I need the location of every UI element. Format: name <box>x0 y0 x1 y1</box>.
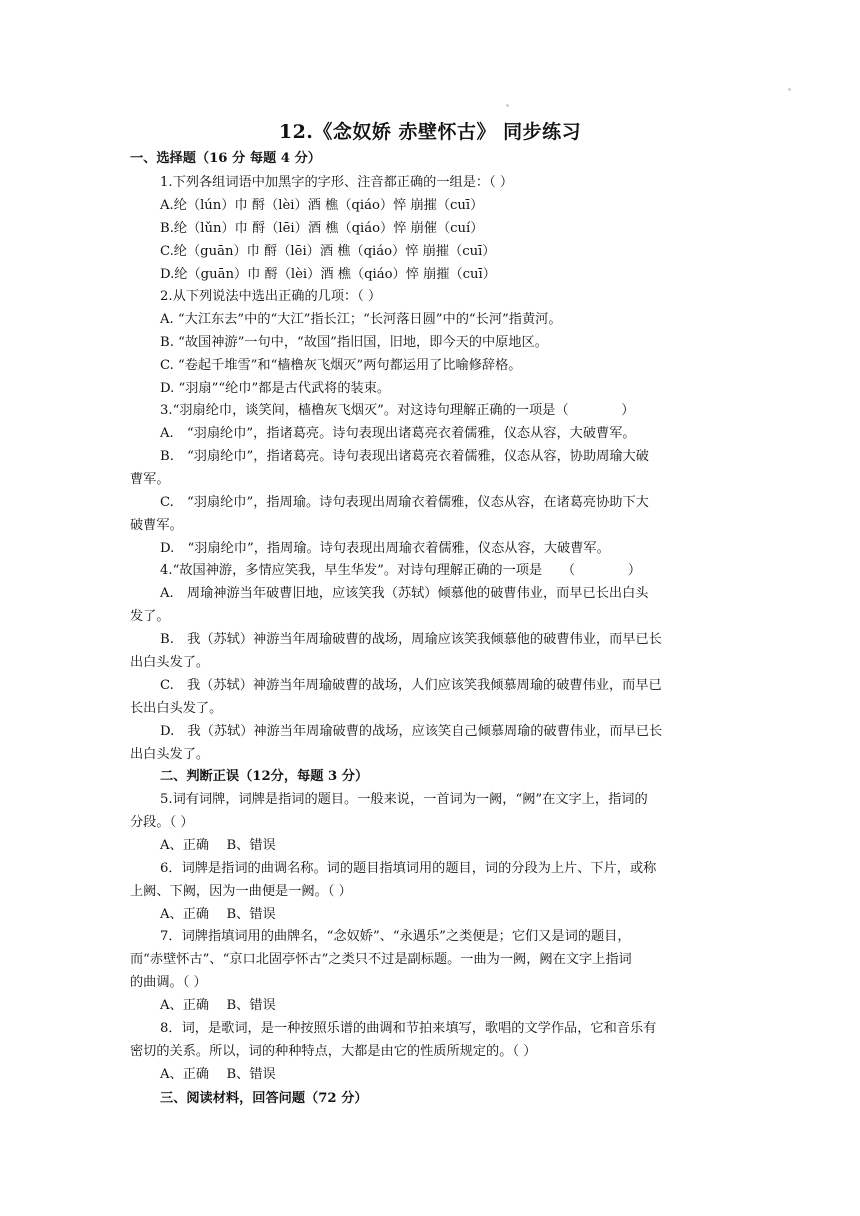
question-8-options: A、正确 B、错误 <box>160 1067 276 1082</box>
question-6-text-cont: 上阙、下阙，因为一曲便是一阙。（ ） <box>130 884 352 899</box>
question-4-option-d-cont: 出白头发了。 <box>130 747 210 762</box>
question-3-stem: 3.“羽扇纶巾，谈笑间，樯橹灰飞烟灭”。对这诗句理解正确的一项是（ ） <box>160 403 635 418</box>
page-title: 12.《念奴娇 赤壁怀古》 同步练习 <box>278 121 582 143</box>
question-4-option-c-cont: 长出白头发了。 <box>130 701 223 716</box>
question-4-stem: 4.“故国神游，多情应笑我，早生华发”。对诗句理解正确的一项是 （ ） <box>160 563 642 578</box>
question-1-stem: 1.下列各组词语中加黑字的字形、注音都正确的一组是：（ ） <box>160 175 514 190</box>
question-4-option-b: B. 我（苏轼）神游当年周瑜破曹的战场，周瑜应该笑我倾慕他的破曹伟业，而早已长 <box>160 632 662 647</box>
question-2-option-b: B. “故国神游”一句中，“故国”指旧国，旧地，即今天的中原地区。 <box>160 335 548 350</box>
section-heading-choice: 一、选择题（16 分 每题 4 分） <box>130 151 321 166</box>
question-2-option-a: A. “大江东去”中的“大江”指长江；“长河落日圆”中的“长河”指黄河。 <box>160 312 562 327</box>
question-3-option-a: A. “羽扇纶巾”，指诸葛亮。诗句表现出诸葛亮衣着儒雅，仪态从容，大破曹军。 <box>160 426 636 441</box>
question-3-option-b-cont: 曹军。 <box>130 472 170 487</box>
question-3-option-c: C. “羽扇纶巾”，指周瑜。诗句表现出周瑜衣着儒雅，仪态从容，在诸葛亮协助下大 <box>160 495 649 510</box>
question-5-text-cont: 分段。（ ） <box>130 815 194 830</box>
question-2-stem: 2.从下列说法中选出正确的几项：（ ） <box>160 289 382 304</box>
question-7-text-cont-2: 的曲调。（ ） <box>130 975 207 990</box>
question-3-option-c-cont: 破曹军。 <box>130 518 183 533</box>
question-7-text: 7．词牌指填词用的曲牌名，“念奴娇”、“永遇乐”之类便是；它们又是词的题目， <box>160 929 631 944</box>
question-1-option-a: A.纶（lún）巾 酹（lèi）酒 樵（qiáo）悴 崩摧（cuī） <box>160 198 484 213</box>
question-7-options: A、正确 B、错误 <box>160 998 276 1013</box>
question-4-option-a: A. 周瑜神游当年破曹旧地，应该笑我（苏轼）倾慕他的破曹伟业，而早已长出白头 <box>160 586 649 601</box>
question-4-option-a-cont: 发了。 <box>130 609 170 624</box>
question-8-text-cont: 密切的关系。所以，词的种种特点，大都是由它的性质所规定的。（ ） <box>130 1044 537 1059</box>
question-6-options: A、正确 B、错误 <box>160 907 276 922</box>
question-4-option-d: D. 我（苏轼）神游当年周瑜破曹的战场，应该笑自己倾慕周瑜的破曹伟业，而早已长 <box>160 724 663 739</box>
question-1-option-d: D.纶（guān）巾 酹（lèi）酒 樵（qiáo）悴 崩摧（cuī） <box>160 267 496 282</box>
scan-speck <box>506 104 509 107</box>
section-heading-reading: 三、阅读材料，回答问题（72 分） <box>160 1091 368 1106</box>
question-4-option-c: C. 我（苏轼）神游当年周瑜破曹的战场，人们应该笑我倾慕周瑜的破曹伟业，而早已 <box>160 678 662 693</box>
question-1-option-c: C.纶（guān）巾 酹（lēi）酒 樵（qiáo）悴 崩摧（cuī） <box>160 244 496 259</box>
question-2-option-d: D. “羽扇”“纶巾”都是古代武将的装束。 <box>160 381 391 396</box>
question-8-text: 8．词，是歌词，是一种按照乐谱的曲调和节拍来填写，歌唱的文学作品，它和音乐有 <box>160 1021 657 1036</box>
question-5-text: 5.词有词牌，词牌是指词的题目。一般来说，一首词为一阙，“阙”在文字上，指词的 <box>160 792 648 807</box>
section-heading-judgement: 二、判断正误（12分，每题 3 分） <box>160 769 369 784</box>
question-3-option-d: D. “羽扇纶巾”，指周瑜。诗句表现出周瑜衣着儒雅，仪态从容，大破曹军。 <box>160 541 610 556</box>
question-5-options: A、正确 B、错误 <box>160 838 276 853</box>
question-7-text-cont: 而“赤壁怀古”、“京口北固亭怀古”之类只不过是副标题。一曲为一阙，阙在文字上指词 <box>130 952 632 967</box>
question-3-option-b: B. “羽扇纶巾”，指诸葛亮。诗句表现出诸葛亮衣着儒雅，仪态从容，协助周瑜大破 <box>160 449 649 464</box>
question-1-option-b: B.纶（lǔn）巾 酹（lēi）酒 樵（qiáo）悴 崩催（cuí） <box>160 221 484 236</box>
question-2-option-c: C. “卷起千堆雪”和“樯橹灰飞烟灭”两句都运用了比喻修辞格。 <box>160 358 522 373</box>
scan-speck <box>788 88 791 91</box>
question-4-option-b-cont: 出白头发了。 <box>130 655 210 670</box>
question-6-text: 6．词牌是指词的曲调名称。词的题目指填词用的题目，词的分段为上片、下片，或称 <box>160 861 657 876</box>
